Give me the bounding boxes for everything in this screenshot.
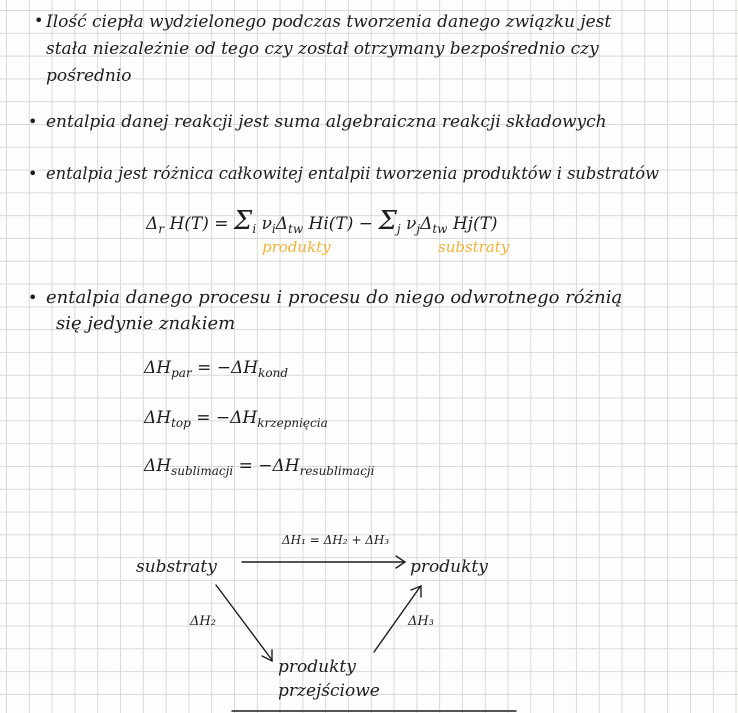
- note-line: entalpia jest różnica całkowitej entalpii tworzenia produktów i substratów: [46, 164, 660, 183]
- cycle-right-label: ΔH₃: [408, 614, 434, 629]
- enthalpy-formula: $\Delta_r$ $H(T) = \Sigma_i$ $\nu_i\Delta_{tw}$ $Hi(T) - \Sigma_j$ $\nu_j\Delta_{tw}$ Hj(T): [146, 206, 498, 236]
- cycle-substrates: substraty: [136, 557, 217, 577]
- note-line: entalpia danej reakcji jest suma algebraiczna reakcji składowych: [46, 112, 607, 132]
- cycle-intermediate-l1: produkty: [278, 657, 356, 677]
- arrowhead-left: [262, 650, 272, 661]
- substrates-label: substraty: [438, 238, 510, 256]
- arrow-left: [216, 585, 272, 660]
- cycle-intermediate-l2: przejściowe: [278, 681, 380, 701]
- note-line: entalpia danego procesu i procesu do niego odwrotnego różnią: [46, 287, 623, 308]
- melting-equation: $\Delta H_{top} = -\Delta H_{krzepnięcia}$: [144, 408, 328, 430]
- cycle-top-label: ΔH₁ = ΔH₂ + ΔH₃: [282, 533, 390, 547]
- bullet-dot: •: [28, 288, 38, 307]
- cycle-left-label: ΔH₂: [190, 614, 216, 629]
- bullet-dot: •: [28, 164, 38, 183]
- bullet-dot: •: [28, 112, 38, 131]
- note-line: pośrednio: [46, 66, 132, 86]
- note-line: Ilość ciepła wydzielonego podczas tworzenia danego związku jest: [46, 12, 612, 32]
- note-line: stała niezależnie od tego czy został otrzymany bezpośrednio czy: [46, 39, 599, 59]
- cycle-products: produkty: [410, 557, 488, 577]
- bullet-dot: •: [34, 11, 44, 30]
- vaporization-equation: $\Delta H_{par} = -\Delta H_{kond}$: [144, 358, 288, 380]
- sublimation-equation: $\Delta H_{sublimacji} = -\Delta H_{resublimacji}$: [144, 456, 375, 478]
- products-label: produkty: [262, 238, 331, 256]
- note-line: się jedynie znakiem: [56, 313, 236, 334]
